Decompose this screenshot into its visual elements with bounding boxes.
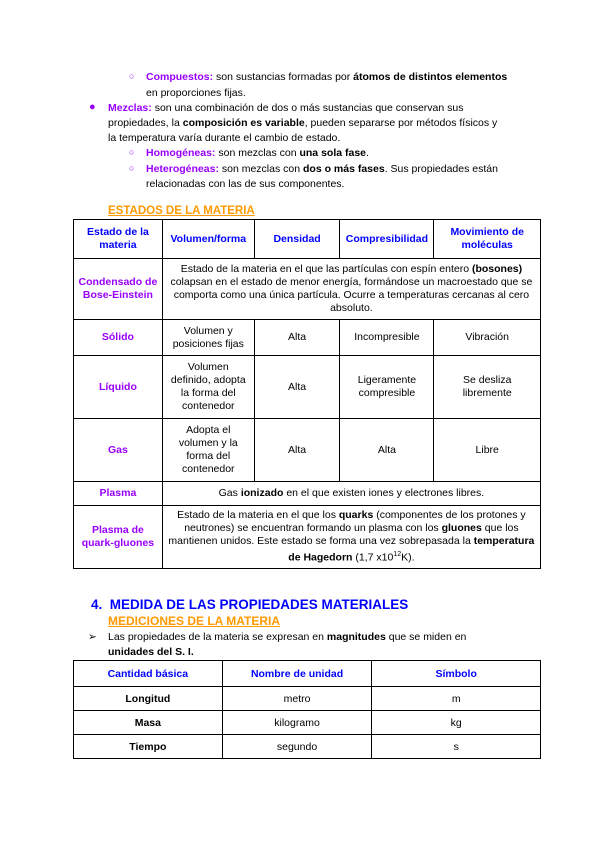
homogeneas-line: Homogéneas: son mezclas con una sola fase. — [146, 147, 369, 159]
table-row — [74, 687, 541, 711]
table-row-gas — [74, 419, 541, 482]
movimiento-cell: Se desliza libremente — [434, 356, 541, 419]
movimiento-cell: Libre — [434, 419, 541, 482]
cantidad-cell: Longitud — [74, 687, 223, 711]
state-name: Gas — [74, 419, 163, 482]
header-movimiento: Movimiento de moléculas — [434, 220, 541, 259]
solid-bullet-icon: ● — [89, 101, 96, 113]
state-description: Estado de la materia en el que los quarks (componentes de los protones y neutrones) se encuentran formando un plasma con los gluones que los mantienen unidos. Este estado se forma una vez sobrepasada la temperatura de Hagedorn (1,7 $x10^{12}K$). — [162, 506, 540, 569]
unidad-cell: segundo — [222, 735, 372, 759]
magnitudes-line-2: unidades del S. I. — [108, 646, 194, 658]
states-header-row — [74, 220, 541, 259]
compresibilidad-cell: Ligeramente compresible — [340, 356, 434, 419]
compuestos-line-2: en proporciones fijas. — [146, 87, 246, 99]
state-name: Sólido — [74, 320, 163, 356]
table-row-plasma — [74, 482, 541, 506]
mediciones-heading: MEDICIONES DE LA MATERIA — [108, 614, 281, 628]
mezclas-line: Mezclas: son una combinación de dos o más sustancias que conservan sus — [108, 102, 464, 114]
unidad-cell: metro — [222, 687, 372, 711]
magnitudes-line: Las propiedades de la materia se expresan en magnitudes que se miden en — [108, 631, 467, 643]
section-4-title: 4. MEDIDA DE LAS PROPIEDADES MATERIALES — [91, 597, 409, 612]
simbolo-cell: s — [372, 735, 541, 759]
hollow-bullet-icon: ○ — [129, 71, 135, 81]
header-cantidad: Cantidad básica — [74, 661, 223, 687]
volumen-cell: Volumen y posiciones fijas — [162, 320, 254, 356]
mezclas-term: Mezclas: — [108, 102, 152, 114]
table-row-solido — [74, 320, 541, 356]
states-heading: ESTADOS DE LA MATERIA — [108, 205, 255, 217]
movimiento-cell: Vibración — [434, 320, 541, 356]
state-name: Plasma de quark-gluones — [74, 506, 163, 569]
volumen-cell: Adopta el volumen y la forma del contenedor — [162, 419, 254, 482]
arrow-icon: ➢ — [88, 631, 97, 643]
compresibilidad-cell: Alta — [340, 419, 434, 482]
densidad-cell: Alta — [254, 356, 340, 419]
table-row-liquido — [74, 356, 541, 419]
units-table — [73, 660, 541, 759]
cantidad-cell: Masa — [74, 711, 223, 735]
hollow-bullet-icon: ○ — [129, 163, 135, 173]
header-compresibilidad: Compresibilidad — [340, 220, 434, 259]
mezclas-line-3: la temperatura varía durante el cambio de estado. — [108, 132, 341, 144]
homogeneas-term: Homogéneas: — [146, 147, 216, 159]
simbolo-cell: kg — [372, 711, 541, 735]
states-table — [73, 219, 541, 569]
mezclas-line-2: propiedades, la composición es variable, pueden separarse por métodos físicos y — [108, 117, 498, 129]
header-estado: Estado de la materia — [74, 220, 163, 259]
header-volumen: Volumen/forma — [162, 220, 254, 259]
hollow-bullet-icon: ○ — [129, 147, 135, 157]
state-description: Gas ionizado en el que existen iones y electrones libres. — [162, 482, 540, 506]
header-densidad: Densidad — [254, 220, 340, 259]
compuestos-term: Compuestos: — [146, 71, 214, 83]
table-row-quark — [74, 506, 541, 569]
heterogeneas-line-2: relacionadas con las de sus componentes. — [146, 178, 345, 190]
cantidad-cell: Tiempo — [74, 735, 223, 759]
table-row — [74, 711, 541, 735]
volumen-cell: Volumen definido, adopta la forma del contenedor — [162, 356, 254, 419]
densidad-cell: Alta — [254, 419, 340, 482]
table-row-condensado — [74, 259, 541, 320]
simbolo-cell: m — [372, 687, 541, 711]
compuestos-line: Compuestos: son sustancias formadas por átomos de distintos elementos — [146, 71, 508, 83]
state-description: Estado de la materia en el que las partículas con espín entero (bosones) colapsan en el estado de menor energía, formándose un macroestado que se comporta como una única partícula. Ocurre a temperaturas cercanas al cero absoluto. — [162, 259, 540, 320]
densidad-cell: Alta — [254, 320, 340, 356]
header-unidad: Nombre de unidad — [222, 661, 372, 687]
heterogeneas-line: Heterogéneas: son mezclas con dos o más fases. Sus propiedades están — [146, 163, 498, 175]
header-simbolo: Símbolo — [372, 661, 541, 687]
heterogeneas-term: Heterogéneas: — [146, 163, 219, 175]
compresibilidad-cell: Incompresible — [340, 320, 434, 356]
units-header-row — [74, 661, 541, 687]
unidad-cell: kilogramo — [222, 711, 372, 735]
state-name: Plasma — [74, 482, 163, 506]
state-name: Condensado de Bose-Einstein — [74, 259, 163, 320]
state-name: Líquido — [74, 356, 163, 419]
table-row — [74, 735, 541, 759]
